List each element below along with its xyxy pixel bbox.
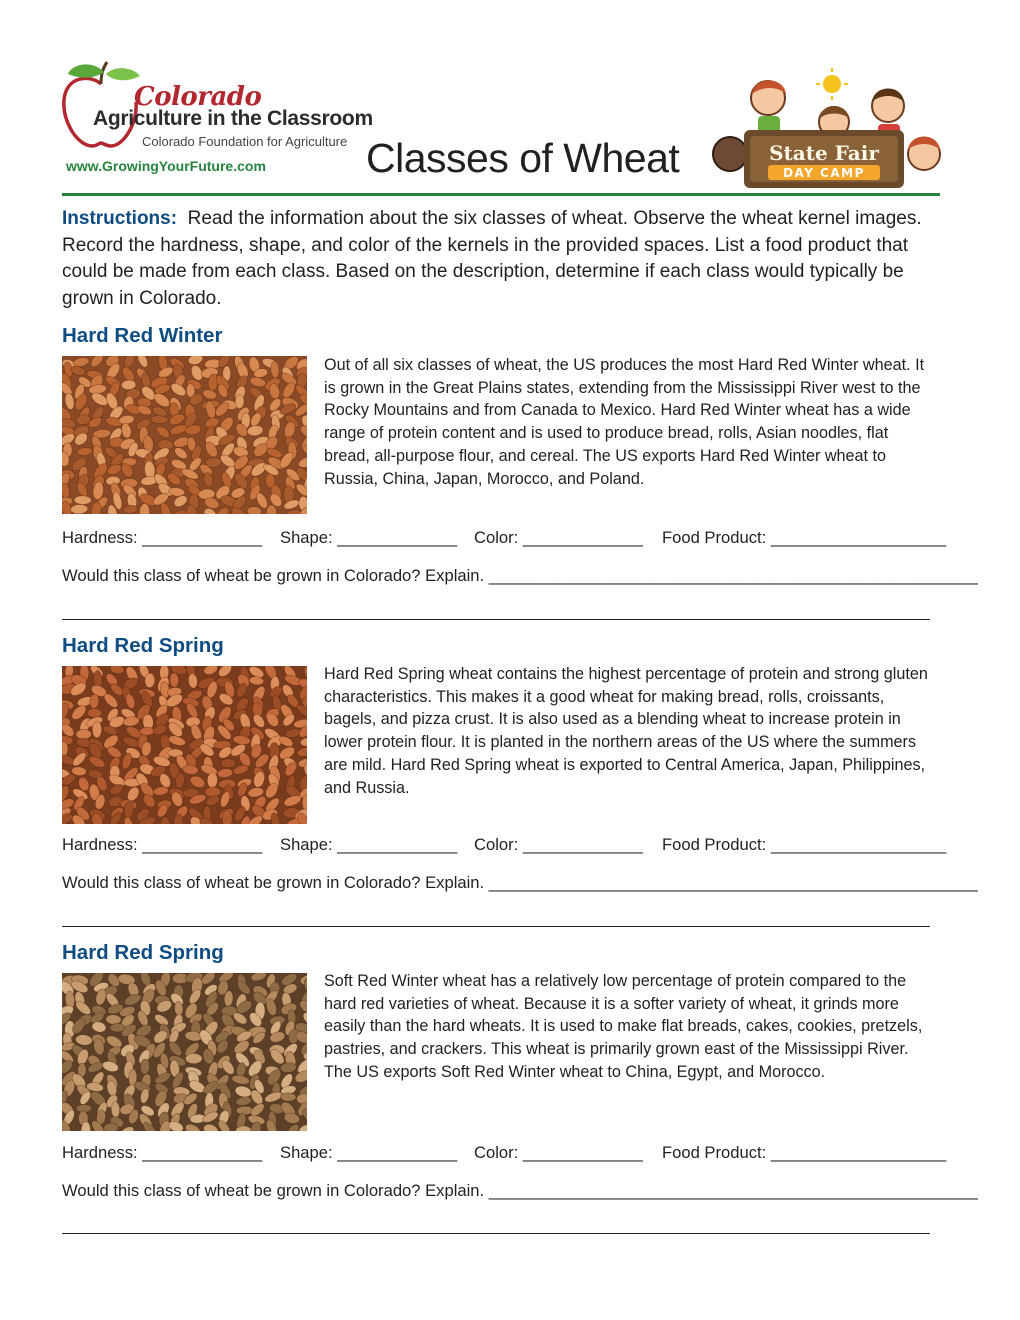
wheat-kernel-image: [62, 356, 307, 514]
instructions: [62, 206, 942, 312]
section-title-hard-red-winter: Hard Red Winter: [62, 324, 223, 347]
hardness-field[interactable]: Hardness: _____________: [62, 1143, 263, 1162]
brand-colorado: Colorado: [134, 82, 262, 112]
answer-line[interactable]: [62, 1233, 930, 1234]
hardness-field[interactable]: Hardness: _____________: [62, 528, 263, 547]
section-title-soft-red-winter: Hard Red Spring: [62, 941, 224, 964]
food-product-field[interactable]: Food Product: ___________________: [662, 1143, 947, 1162]
brand-foundation: Colorado Foundation for Agriculture: [142, 134, 348, 149]
color-field[interactable]: Color: _____________: [474, 835, 643, 854]
colorado-question-field[interactable]: Would this class of wheat be grown in Colorado? Explain. _____________________________________________________: [62, 566, 978, 585]
section-description: Out of all six classes of wheat, the US produces the most Hard Red Winter wheat. It is grown in the Great Plains states, extending from the Mississippi River west to the Rocky Mountains and from Canada to Mexico. Hard Red Winter wheat has a wide range of protein content and is used to produce bread, rolls, Asian noodles, flat bread, all-purpose flour, and cereal. The US exports Hard Red Winter wheat to Russia, China, Japan, Morocco, and Poland.: [324, 356, 925, 488]
color-field[interactable]: Color: _____________: [474, 528, 643, 547]
colorado-question-field[interactable]: Would this class of wheat be grown in Colorado? Explain. _____________________________________________________: [62, 1181, 978, 1200]
state-fair-day-camp-logo: [700, 62, 950, 194]
hardness-field[interactable]: Hardness: _____________: [62, 835, 263, 854]
shape-field[interactable]: Shape: _____________: [280, 835, 458, 854]
wheat-kernel-image: [62, 666, 307, 824]
page-title: Classes of Wheat: [366, 135, 680, 181]
answer-line[interactable]: [62, 619, 930, 620]
shape-field[interactable]: Shape: _____________: [280, 528, 458, 547]
colorado-question-field[interactable]: Would this class of wheat be grown in Colorado? Explain. _____________________________________________________: [62, 873, 978, 892]
badge-state-fair: State Fair: [769, 141, 879, 165]
instructions-text: Read the information about the six classes of wheat. Observe the wheat kernel images. Record the hardness, shape, and color of the kernels in the provided spaces. List a food product that could be made from each class. Based on the description, determine if each class would typically be grown in Colorado.: [62, 208, 922, 309]
section-description: Hard Red Spring wheat contains the highest percentage of protein and strong gluten characteristics. This makes it a good wheat for making bread, rolls, croissants, bagels, and pizza crust. It is also used as a blending wheat to increase protein in lower protein flour. It is planted in the northern areas of the US where the summers are mild. Hard Red Spring wheat is exported to Central America, Japan, Philippines, and Russia.: [324, 665, 928, 797]
food-product-field[interactable]: Food Product: ___________________: [662, 835, 947, 854]
color-field[interactable]: Color: _____________: [474, 1143, 643, 1162]
section-title-hard-red-spring: Hard Red Spring: [62, 634, 224, 657]
answer-line[interactable]: [62, 926, 930, 927]
header-divider: [62, 193, 940, 196]
brand-agriculture-in-the-classroom: Agriculture in the Classroom: [93, 107, 373, 130]
section-description: Soft Red Winter wheat has a relatively low percentage of protein compared to the hard red varieties of wheat. Because it is a softer variety of wheat, it grinds more easily than the hard wheats. It is used to make flat breads, cakes, cookies, pretzels, pastries, and crackers. This wheat is primarily grown east of the Mississippi River. The US exports Soft Red Winter wheat to China, Egypt, and Morocco.: [324, 972, 923, 1081]
website-link[interactable]: www.GrowingYourFuture.com: [66, 158, 266, 174]
apple-logo-icon: [60, 60, 142, 150]
badge-day-camp: DAY CAMP: [783, 166, 865, 180]
wheat-kernel-image: [62, 973, 307, 1131]
shape-field[interactable]: Shape: _____________: [280, 1143, 458, 1162]
food-product-field[interactable]: Food Product: ___________________: [662, 528, 947, 547]
instructions-label: Instructions:: [62, 208, 178, 229]
